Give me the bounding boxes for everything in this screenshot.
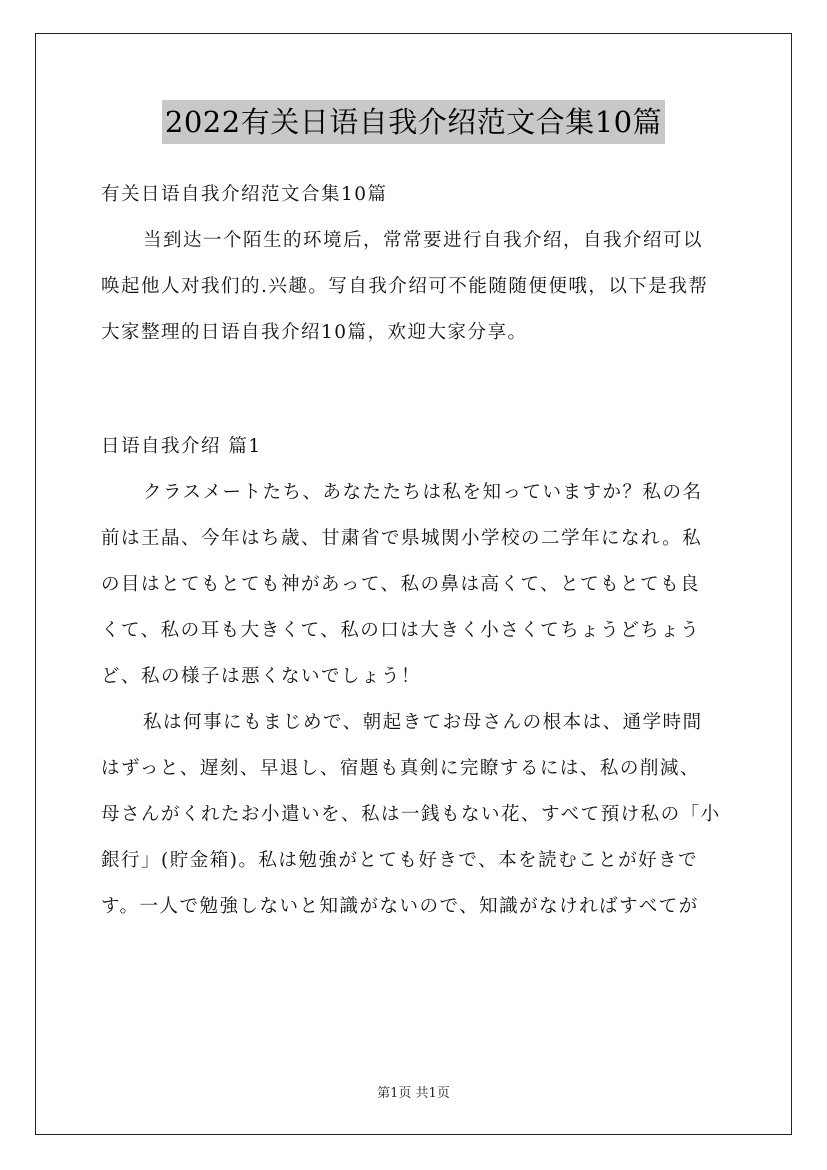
paragraph2-line: す。一人で勉強しないと知識がないので、知識がなければすべてが [101,896,699,917]
paragraph1-line: の目はとてもとても神があって、私の鼻は高くて、とてもとても良 [101,574,701,595]
document-title: 2022有关日语自我介绍范文合集10篇 [162,100,665,144]
paragraph2-line: 母さんがくれたお小遣いを、私は一銭もない花、すべて預け私の「小 [101,804,721,825]
document-body [101,172,727,930]
paragraph2-line: はずっと、遅刻、早退し、宿題も真剣に完瞭するには、私の削減、 [101,758,700,779]
spacer [101,356,727,424]
section-heading: 日语自我介绍 篇1 [101,436,262,457]
page-number: 第1页 共1页 [377,1086,450,1101]
intro-line: 唤起他人对我们的.兴趣。写自我介绍可不能随随便便哦，以下是我帮 [101,276,709,297]
paragraph2-line: 銀行」(貯金箱)。私は勉強がとても好きで、本を読むことが好きで [101,850,699,871]
document-subtitle: 有关日语自我介绍范文合集10篇 [101,184,388,205]
paragraph1-line: 前は王晶、今年はち歳、甘粛省で県城関小学校の二学年になれ。私 [101,528,703,549]
intro-line: 大家整理的日语自我介绍10篇，欢迎大家分享。 [101,322,528,343]
title-container [0,100,827,144]
intro-line: 当到达一个陌生的环境后，常常要进行自我介绍，自我介绍可以 [143,230,704,251]
paragraph1-line: クラスメートたち、あなたたちは私を知っていますか？私の名 [143,482,703,503]
paragraph1-line: ど、私の様子は悪くないでしょう！ [101,666,422,687]
paragraph1-line: くて、私の耳も大きくて、私の口は大きく小さくてちょうどちょう [101,620,701,641]
paragraph2-line: 私は何事にもまじめで、朝起きてお母さんの根本は、通学時間 [143,712,703,733]
